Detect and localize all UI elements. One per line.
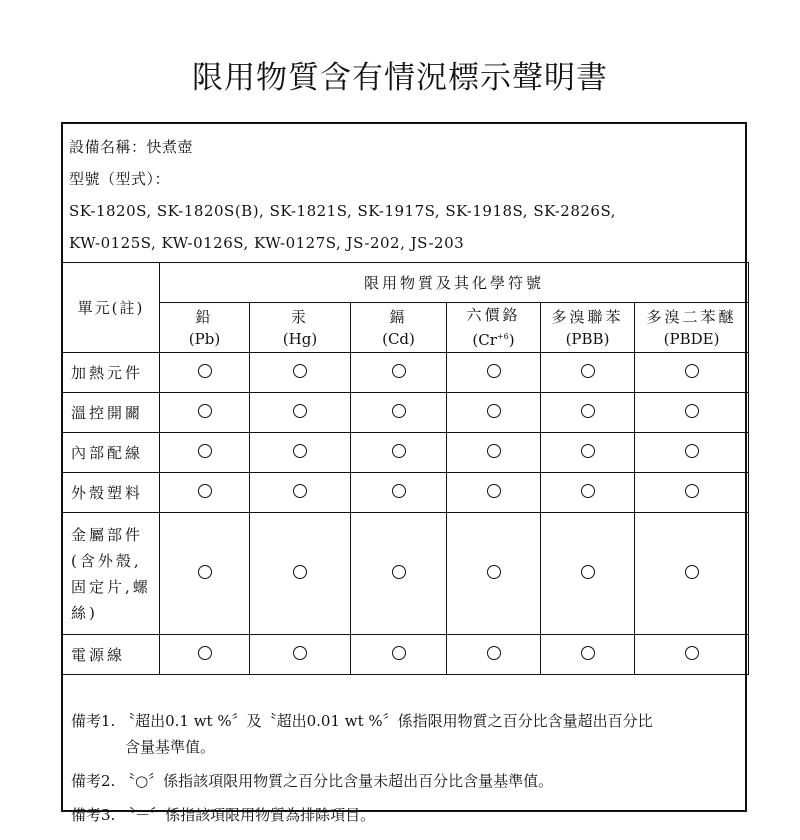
substance-name: 汞 xyxy=(290,307,309,326)
unit-label: 加熱元件 xyxy=(63,353,160,393)
circle-mark-icon xyxy=(293,364,307,378)
circle-mark-icon xyxy=(685,484,699,498)
unit-label: 外殼塑料 xyxy=(63,473,160,513)
substance-cell xyxy=(447,635,541,675)
substance-cell xyxy=(541,353,635,393)
substance-cell xyxy=(447,513,541,635)
substance-cell xyxy=(160,635,250,675)
circle-mark-icon xyxy=(487,484,501,498)
page-title: 限用物質含有情況標示聲明書 xyxy=(192,60,608,96)
substance-cell xyxy=(160,433,250,473)
substance-cell xyxy=(160,513,250,635)
note-1-continued: 含量基準值。 xyxy=(125,738,216,756)
substance-cell xyxy=(635,635,749,675)
substance-cell xyxy=(635,513,749,635)
circle-mark-icon xyxy=(293,565,307,579)
column-header xyxy=(447,303,541,353)
substance-symbol: (Cd) xyxy=(382,329,415,348)
substance-cell xyxy=(250,353,351,393)
column-header xyxy=(635,303,749,353)
table-row xyxy=(63,353,749,393)
model-label: 型號（型式）： xyxy=(69,170,171,188)
circle-mark-icon xyxy=(685,646,699,660)
substance-cell xyxy=(160,353,250,393)
declaration-frame xyxy=(61,122,747,824)
substance-symbol: (PBB) xyxy=(565,329,610,348)
substance-table xyxy=(62,262,749,675)
substance-name: 鎘 xyxy=(389,307,408,326)
table-row xyxy=(63,635,749,675)
substance-group-header: 限用物質及其化學符號 xyxy=(160,263,749,303)
substance-cell xyxy=(635,473,749,513)
substance-cell xyxy=(351,473,447,513)
unit-label: 電源線 xyxy=(63,635,160,675)
models-line-1: SK-1820S, SK-1820S(B), SK-1821S, SK-1917S, SK-1918S, SK-2826S, xyxy=(69,202,616,220)
column-header xyxy=(541,303,635,353)
circle-mark-icon xyxy=(685,565,699,579)
circle-mark-icon xyxy=(487,404,501,418)
table-row xyxy=(63,433,749,473)
substance-cell xyxy=(541,393,635,433)
substance-cell xyxy=(447,353,541,393)
substance-cell xyxy=(541,473,635,513)
circle-mark-icon xyxy=(392,364,406,378)
substance-cell xyxy=(351,433,447,473)
circle-mark-icon xyxy=(581,444,595,458)
substance-cell xyxy=(541,433,635,473)
unit-label: 金屬部件 (含外殼, 固定片,螺 絲) xyxy=(63,513,160,635)
circle-mark-icon xyxy=(293,404,307,418)
note-1: 備考1. 〝超出0.1 wt %〞及〝超出0.01 wt %〞係指限用物質之百分比含量超出百分比 xyxy=(71,712,653,730)
models-line-2: KW-0125S, KW-0126S, KW-0127S, JS-202, JS-203 xyxy=(69,234,465,252)
substance-cell xyxy=(541,635,635,675)
circle-mark-icon xyxy=(392,646,406,660)
substance-cell xyxy=(351,635,447,675)
substance-cell xyxy=(447,393,541,433)
substance-symbol: $(Cr^{+6})$ xyxy=(472,331,515,349)
substance-cell xyxy=(250,635,351,675)
substance-symbol: (PBDE) xyxy=(663,329,720,348)
note-2: 備考2. 〝○〞係指該項限用物質之百分比含量未超出百分比含量基準值。 xyxy=(71,772,554,790)
table-row xyxy=(63,393,749,433)
circle-mark-icon xyxy=(198,404,212,418)
circle-mark-icon xyxy=(293,444,307,458)
unit-header: 單元(註) xyxy=(63,263,160,353)
column-header xyxy=(160,303,250,353)
substance-name: 六價鉻 xyxy=(466,306,521,324)
column-header xyxy=(250,303,351,353)
circle-mark-icon xyxy=(198,646,212,660)
circle-mark-icon xyxy=(581,646,595,660)
circle-mark-icon xyxy=(198,444,212,458)
circle-mark-icon xyxy=(581,565,595,579)
substance-cell xyxy=(351,353,447,393)
substance-cell xyxy=(250,433,351,473)
substance-cell xyxy=(250,473,351,513)
circle-mark-icon xyxy=(581,484,595,498)
substance-cell xyxy=(635,393,749,433)
circle-mark-icon xyxy=(293,484,307,498)
circle-mark-icon xyxy=(392,404,406,418)
circle-mark-icon xyxy=(487,364,501,378)
circle-mark-icon xyxy=(487,565,501,579)
substance-cell xyxy=(447,473,541,513)
substance-cell xyxy=(447,433,541,473)
substance-cell xyxy=(250,393,351,433)
circle-mark-icon xyxy=(198,364,212,378)
substance-cell xyxy=(250,513,351,635)
circle-mark-icon xyxy=(392,484,406,498)
table-row xyxy=(63,473,749,513)
substance-name: 多溴聯苯 xyxy=(551,307,624,326)
substance-cell xyxy=(351,393,447,433)
circle-mark-icon xyxy=(685,404,699,418)
substance-name: 多溴二苯醚 xyxy=(646,307,737,326)
substance-cell xyxy=(635,433,749,473)
substance-symbol: (Pb) xyxy=(188,329,221,348)
substance-name: 鉛 xyxy=(195,307,214,326)
circle-mark-icon xyxy=(198,565,212,579)
circle-mark-icon xyxy=(392,444,406,458)
circle-mark-icon xyxy=(392,565,406,579)
column-header xyxy=(351,303,447,353)
circle-mark-icon xyxy=(487,646,501,660)
circle-mark-icon xyxy=(487,444,501,458)
circle-mark-icon xyxy=(293,646,307,660)
circle-mark-icon xyxy=(685,364,699,378)
substance-cell xyxy=(635,353,749,393)
circle-mark-icon xyxy=(685,444,699,458)
circle-mark-icon xyxy=(581,404,595,418)
substance-symbol: (Hg) xyxy=(282,329,318,348)
unit-label: 溫控開關 xyxy=(63,393,160,433)
device-name: 設備名稱：快煮壺 xyxy=(69,138,194,156)
substance-cell xyxy=(160,393,250,433)
substance-cell xyxy=(541,513,635,635)
note-3: 備考3. 〝－〞係指該項限用物質為排除項目。 xyxy=(71,806,376,824)
circle-mark-icon xyxy=(581,364,595,378)
substance-cell xyxy=(351,513,447,635)
substance-cell xyxy=(160,473,250,513)
table-row xyxy=(63,513,749,635)
circle-mark-icon xyxy=(198,484,212,498)
unit-label: 內部配線 xyxy=(63,433,160,473)
